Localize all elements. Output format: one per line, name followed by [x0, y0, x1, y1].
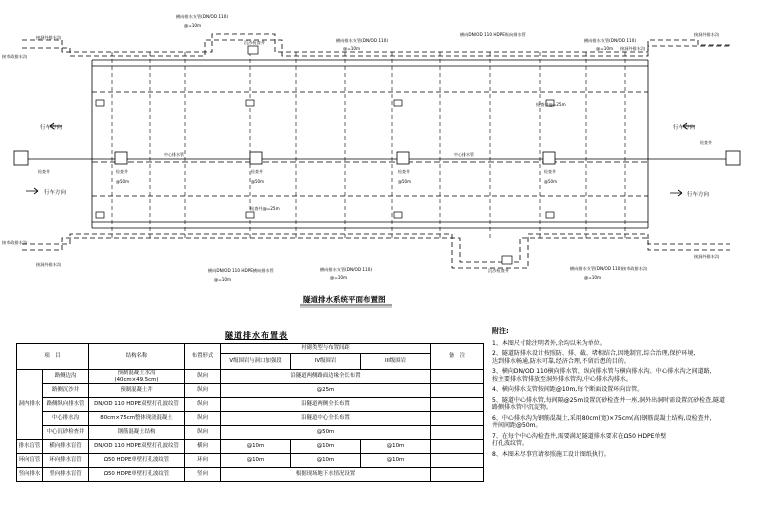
row-category: 竖向排水	[17, 468, 43, 482]
label-right-bottom-culvert: 接市政排水沟	[622, 266, 648, 271]
table-row	[17, 384, 484, 398]
row-value-span: @25m	[221, 384, 431, 398]
header-remark: 备 注	[431, 344, 484, 370]
note-item: 8、本图未尽事宜请参照施工设计图纸执行。	[492, 450, 610, 458]
label-right-ditch-top: 接洞外排水沟	[620, 46, 646, 51]
row-value-c: @10m	[361, 454, 431, 468]
row-layout: 纵向	[185, 412, 221, 426]
center-wells	[14, 151, 740, 165]
row-structure: 预制混凝土井	[89, 384, 185, 398]
header-group: 衬砌类型与布置间距	[221, 344, 431, 354]
label-left-top-outlet: 接洞外排水沟	[36, 35, 62, 40]
label-top-pipe-mid-spacing: @=10m	[343, 46, 361, 51]
note-item: 1、本图尺寸除注明者外,余均以米为单位。	[492, 339, 606, 347]
row-structure: DN/OD 110 HDPE双壁打孔波纹管	[89, 398, 185, 412]
notes-panel	[492, 327, 754, 461]
label-left-bottom-outlet: 接洞外排水沟	[36, 262, 62, 267]
well-spacing: @50m	[251, 179, 264, 184]
note-item: 4、横向排水支管按间距@10m,每个断面设置环向盲管。	[492, 386, 644, 394]
table-title: 隧道排水布置表	[225, 331, 288, 340]
tunnel-outline	[92, 60, 648, 228]
note-item: 6、中心排水沟为钢筋混凝土,采用80cm(宽)×75cm(高)钢筋混凝土结构,设检查井, 井间间距@50m。	[492, 414, 712, 430]
well-spacing: @50m	[544, 179, 557, 184]
row-subitem: 环向排水盲管	[43, 454, 89, 468]
row-value-c: @10m	[361, 440, 431, 454]
well-box	[250, 152, 262, 164]
label-mid-spacing-upper: 检查井@=25m	[536, 102, 566, 107]
row-remark	[431, 426, 484, 440]
label-top-pipe-mid: 横向排水支管(DN/OD 110)	[336, 38, 389, 43]
header-structure: 结构名称	[89, 344, 185, 370]
row-structure: 预制混凝土水沟 (40cm×49.5cm)	[89, 370, 185, 384]
row-value-span: 沿隧道两侧全长布置	[221, 398, 431, 412]
row-value-span: 根据现场地下水情况设置	[221, 468, 431, 482]
table-row	[17, 454, 484, 468]
label-bottom-pipe-mid-spacing: @=10m	[330, 275, 348, 280]
row-layout: 竖向	[185, 468, 221, 482]
notes-title: 附注:	[492, 327, 509, 335]
note-item: 3、横向DN/OD 110横向排水管、纵向排水管与横向排水沟、中心排水沟之间道路, 按主要排水管排放至洞外排水管沟,中心排水沟排水。	[492, 368, 712, 383]
row-layout: 纵向	[185, 384, 221, 398]
table-row	[17, 412, 484, 426]
row-subitem: 竖向排水盲管	[43, 468, 89, 482]
row-structure: 80cm×75cm整体现浇混凝土	[89, 412, 185, 426]
table-row	[17, 440, 484, 454]
label-left-top-culvert: 接市政排水沟	[2, 54, 28, 59]
row-value-b: @10m	[291, 454, 361, 468]
label-drive-left2: 行车方向	[44, 190, 67, 196]
row-category: 环向盲管	[17, 454, 43, 468]
header-col-c: III级围岩	[361, 354, 431, 370]
row-value-a: @10m	[221, 454, 291, 468]
label-center-drain-right: 中心排水管	[454, 152, 474, 157]
row-subitem: 横向排水盲管	[43, 440, 89, 454]
well-box	[397, 152, 409, 164]
table-row	[17, 426, 484, 440]
center-drain-line	[22, 159, 740, 162]
row-value-span: 沿隧道中心全长布置	[221, 412, 431, 426]
label-top-box: 沉沙检查井	[244, 40, 265, 45]
label-right-top-outlet: 接洞外排水沟	[694, 32, 720, 37]
label-top-pipe-left: 横向排水支管(DN/OD 110)	[176, 14, 229, 19]
well-box	[14, 151, 28, 165]
label-outlet-right: 检查井	[700, 140, 712, 145]
row-remark	[431, 384, 484, 398]
row-structure: Ω50 HDPE单壁打孔波纹管	[89, 454, 185, 468]
header-col-a: V级围岩与洞口加强段	[221, 354, 291, 370]
label-outlet-left: 检查井	[38, 169, 50, 174]
label-drive-left: 行车方向	[40, 125, 63, 131]
row-subitem: 路侧边沟	[43, 370, 89, 384]
header-layout: 布置形式	[185, 344, 221, 370]
row-remark	[431, 398, 484, 412]
header-item: 项 目	[17, 344, 89, 370]
row-structure: Ω50 HDPE单壁打孔波纹管	[89, 468, 185, 482]
label-top-pipe-right-spacing: @=10m	[596, 46, 614, 51]
well-box	[115, 152, 127, 164]
row-remark	[431, 454, 484, 468]
label-left-bottom-culvert: 接市政排水沟	[2, 240, 28, 245]
well-label: 检查井	[116, 169, 128, 174]
label-drive-right2: 行车方向	[687, 192, 710, 198]
well-label: 检查井	[544, 169, 556, 174]
label-bottom-pipe-mid: 横向排水支管(DN/OD 110)	[320, 267, 373, 272]
note-item: 5、隧道中心排水管,每间隔@25m设置沉砂检查井一座,洞外出洞时需设置沉砂检查,隧道 路侧排水管中沉淀物。	[492, 396, 726, 412]
row-value-span: 沿隧道两侧路面边缘全长布置	[221, 370, 431, 384]
well-label: 检查井	[251, 169, 263, 174]
plan-title: 隧道排水系统平面布置图	[303, 295, 386, 304]
row-layout: 环向	[185, 454, 221, 468]
row-remark	[431, 370, 484, 384]
table-row	[17, 468, 484, 482]
label-right-bottom-outlet: 接洞外排水沟	[694, 254, 720, 259]
row-layout: 横向	[185, 440, 221, 454]
label-bottom-pipe-left-spacing: @=10m	[214, 277, 232, 282]
well-spacing: @50m	[116, 179, 129, 184]
label-bottom-pipe-right: 横向排水支管(DN/OD 110)	[570, 266, 623, 271]
well-label: 检查井	[398, 169, 410, 174]
label-top-pipe-right: 横向排水支管(DN/OD 110)	[584, 38, 637, 43]
well-box	[543, 152, 555, 164]
row-remark	[431, 440, 484, 454]
row-subitem: 中心沉砂检查井	[43, 426, 89, 440]
row-subitem: 路侧沉沙井	[43, 384, 89, 398]
row-structure: 钢筋混凝土结构	[89, 426, 185, 440]
label-top-pipe-left-spacing: @=10m	[184, 23, 202, 28]
row-structure: DN/OD 110 HDPE双壁打孔波纹管	[89, 440, 185, 454]
well-box	[726, 151, 740, 165]
note-item: 2、隧道防排水设计按照防、排、截、堵相结合,因地制宜,综合治理,保护环境, 达到排水畅通,防水可靠,经济合理,不留后患的目的。	[492, 350, 696, 365]
table-row	[17, 370, 484, 384]
row-subitem: 中心排水沟	[43, 412, 89, 426]
row-subitem: 路侧纵向排水管	[43, 398, 89, 412]
drainage-table	[16, 343, 484, 482]
label-bottom-pipe-left: 横向DN/OD 110 HDPE横向排水管	[208, 268, 274, 273]
row-layout: 纵向	[185, 370, 221, 384]
note-item: 7、在每个中心沟检查井,需要满足隧道排水要求在Ω50 HDPE单壁 打孔波纹管。	[492, 432, 667, 448]
label-bottom-pipe-right-spacing: @=10m	[584, 275, 602, 280]
row-value-a: @10m	[221, 440, 291, 454]
label-mid-spacing-lower: 检查井@=25m	[250, 206, 280, 211]
table-row	[17, 398, 484, 412]
label-top-longitudinal-pipe: 横向DN/OD 110 HDPE纵向排水管	[460, 32, 526, 37]
row-category: 洞内排水	[17, 370, 43, 440]
row-remark	[431, 412, 484, 426]
transverse-pipes	[112, 52, 625, 238]
row-remark	[431, 468, 484, 482]
label-drive-right: 行车方向	[673, 125, 696, 131]
row-value-b: @10m	[291, 440, 361, 454]
row-category: 排水盲管	[17, 440, 43, 454]
row-value-span: @50m	[221, 426, 431, 440]
well-spacing: @50m	[398, 179, 411, 184]
label-bottom-box: 沉沙检查井	[488, 268, 509, 273]
longitudinal-drains	[22, 34, 730, 268]
header-col-b: IV级围岩	[291, 354, 361, 370]
row-layout: 纵向	[185, 426, 221, 440]
row-layout: 纵向	[185, 398, 221, 412]
label-center-drain-left: 中心排水管	[164, 152, 184, 157]
